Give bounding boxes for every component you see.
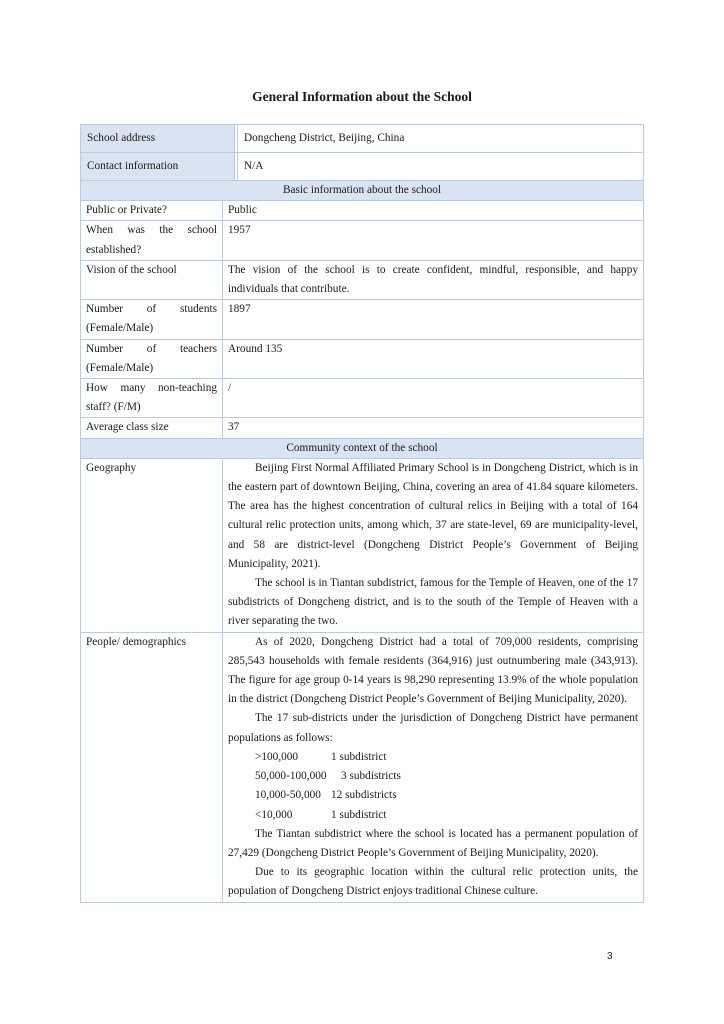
row-value: 37 (228, 421, 240, 434)
subdistrict-count: 1 subdistrict (331, 750, 387, 763)
value-school-address: Dongcheng District, Beijing, China (244, 132, 405, 144)
table-row-geography (80, 458, 644, 632)
paragraph: The Tiantan subdistrict where the school is located has a permanent population of 27,429 (Dongcheng District People’s Government of Beijing Municipality, 2020). (228, 827, 638, 859)
row-value: Around 135 (228, 342, 283, 355)
population-range: 50,000-100,000 (255, 770, 327, 783)
list-item (255, 806, 638, 825)
row-value: The vision of the school is to create confident, mindful, responsible, and happy individuals that contribute. (228, 263, 638, 296)
section-header-basic (80, 180, 644, 200)
label-contact-information: Contact information (81, 153, 235, 180)
population-range: >100,000 (255, 750, 299, 763)
paragraph: Due to its geographic location within the cultural relic protection units, the population of Dongcheng District enjoys traditional Chinese culture. (228, 866, 638, 898)
subdistrict-count: 3 subdistricts (341, 770, 401, 783)
label-people-demographics: People/ demographics (81, 633, 223, 902)
row-label: Number of students (Female/Male) (81, 300, 223, 338)
table-row-people (80, 632, 644, 903)
row-label: Average class size (81, 418, 223, 437)
row-value: / (228, 382, 232, 395)
label-geography: Geography (81, 459, 223, 632)
row-label: Number of teachers (Female/Male) (81, 340, 223, 378)
paragraph: As of 2020, Dongcheng District had a total of 709,000 residents, comprising 285,543 households with female residents (364,916) just outnumbering male (343,913). The figure for age group 0-14 years is 98,290 representing 13.9% of the whole population in the district (Dongcheng District People’s Government of Beijing Municipality, 2020). (228, 635, 638, 706)
table-row (80, 299, 644, 338)
row-label: How many non-teaching staff? (F/M) (81, 379, 223, 417)
label-school-address: School address (81, 125, 235, 152)
row-label: Vision of the school (81, 261, 223, 299)
subdistrict-count: 12 subdistricts (331, 789, 397, 802)
value-geography (223, 459, 643, 632)
list-item (255, 748, 638, 767)
population-list (228, 748, 638, 825)
table-row (80, 220, 644, 259)
section-title-basic: Basic information about the school (282, 184, 442, 196)
row-label: When was the school established? (81, 221, 223, 259)
value-people-demographics (223, 633, 643, 902)
population-range: <10,000 (255, 808, 293, 821)
paragraph: The school is in Tiantan subdistrict, famous for the Temple of Heaven, one of the 17 subdistricts of Dongcheng district, and is to the south of the Temple of Heaven with a river separating the two. (228, 577, 638, 628)
table-row (80, 260, 644, 299)
section-title-community: Community context of the school (286, 441, 438, 454)
table-row (80, 339, 644, 378)
subdistrict-count: 1 subdistrict (331, 808, 387, 821)
paragraph: Beijing First Normal Affiliated Primary School is in Dongcheng District, which is in the eastern part of downtown Beijing, China, covering an area of 41.84 square kilometers. The area has the highest concentration of cultural relics in Beijing with a total of 164 cultural relic protection units, among which, 37 are state-level, 69 are municipality-level, and 58 are district-level (Dongcheng District People’s Government of Beijing Municipality, 2021). (228, 461, 638, 570)
page-title: General Information about the School (252, 89, 472, 104)
table-row (80, 378, 644, 417)
list-item (255, 786, 638, 805)
population-range: 10,000-50,000 (255, 789, 321, 802)
paragraph: The 17 sub-districts under the jurisdiction of Dongcheng District have permanent populations as follows: (228, 712, 638, 744)
row-value: 1957 (228, 224, 251, 237)
section-header-community (80, 438, 644, 458)
value-contact-information: N/A (244, 160, 264, 172)
table-row (80, 417, 644, 437)
row-label: Public or Private? (81, 201, 223, 220)
table-row (80, 200, 644, 220)
table-row-contact-information (80, 152, 644, 180)
table-row-school-address (80, 124, 644, 152)
row-value: Public (228, 204, 257, 217)
school-info-table (80, 124, 644, 903)
list-item (255, 767, 638, 786)
page-number: 3 (607, 951, 613, 962)
row-value: 1897 (228, 303, 251, 316)
